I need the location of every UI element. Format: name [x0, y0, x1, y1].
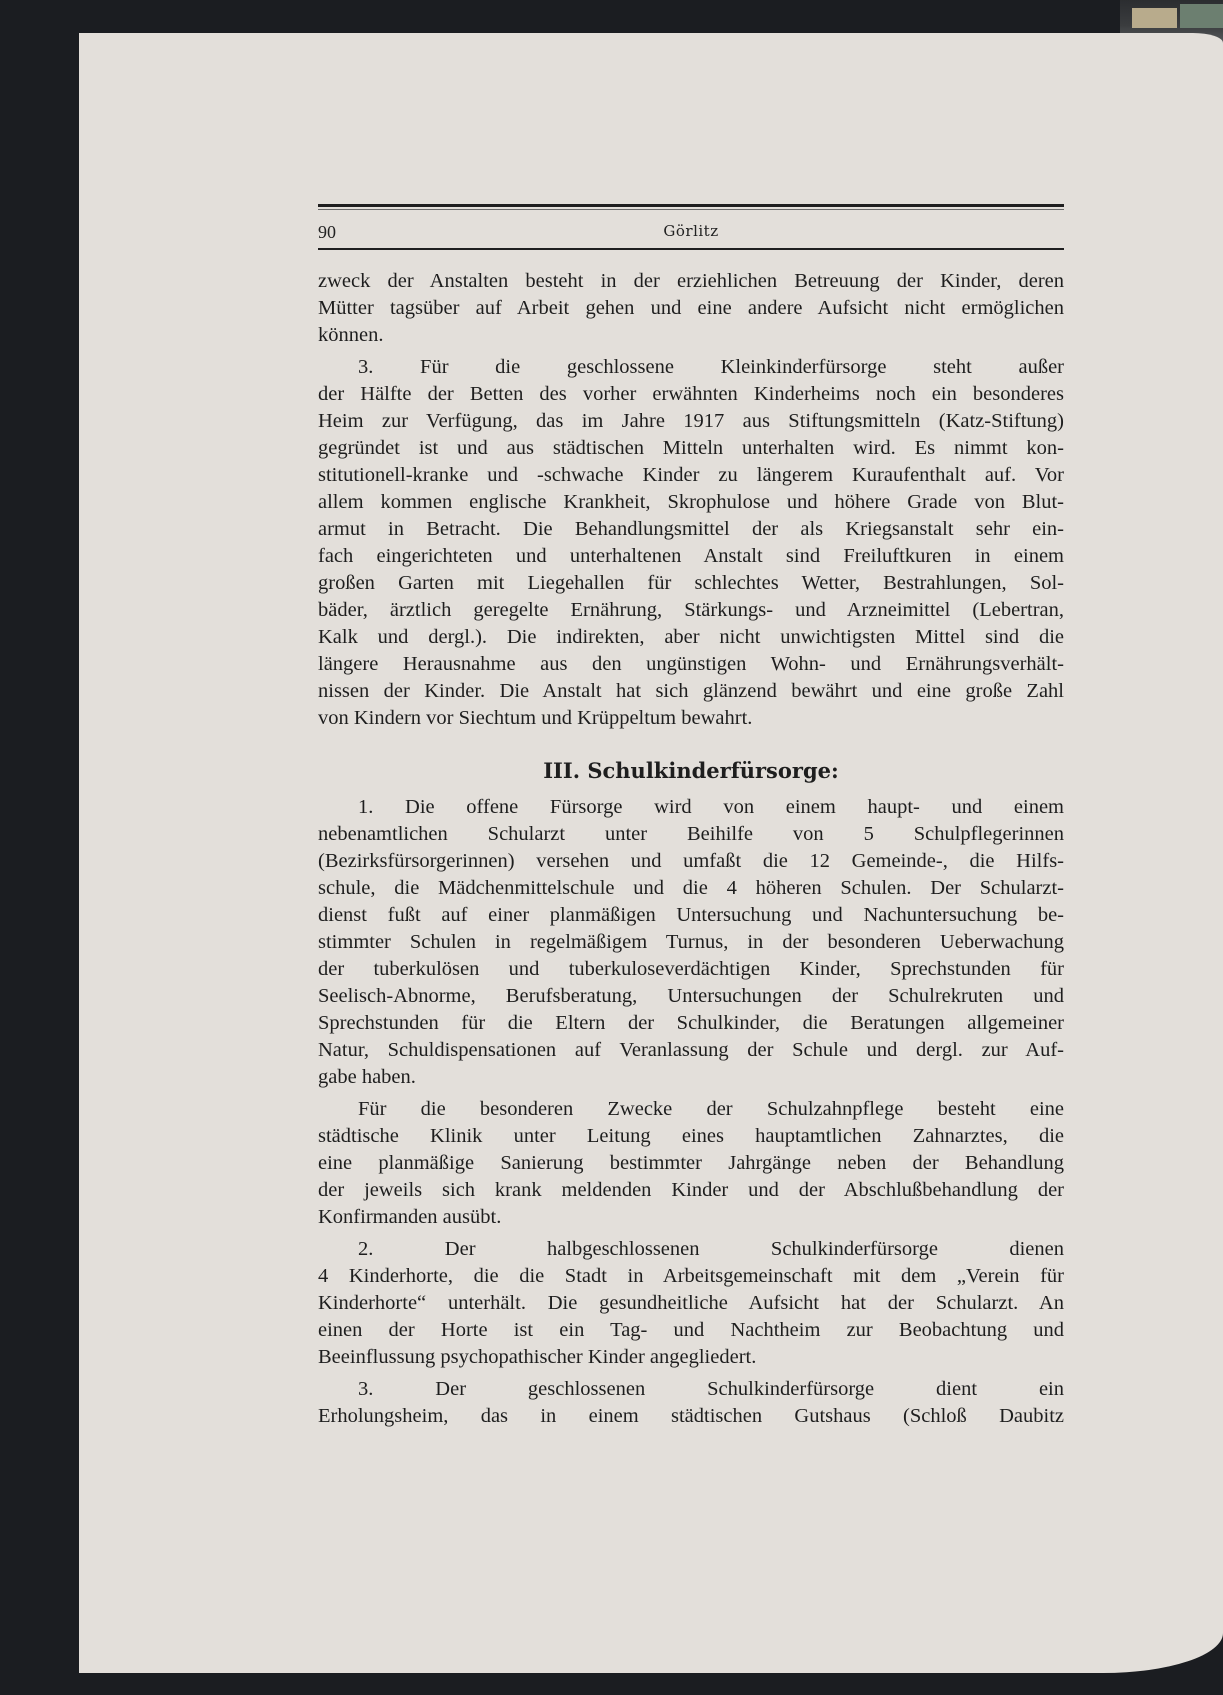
text-line: Beeinflussung psychopathischer Kinder angegliedert. [318, 1346, 757, 1368]
text-line: nebenamtlichen Schularzt unter Beihilfe von 5 Schulpflegerinnen [318, 823, 1064, 845]
text-line: der tuberkulösen und tuberkuloseverdächtigen Kinder, Sprechstunden für [318, 958, 1064, 980]
text-line: bäder, ärztlich geregelte Ernährung, Stärkungs- und Arzneimittel (Lebertran, [318, 599, 1064, 621]
text-line: städtische Klinik unter Leitung eines hauptamtlichen Zahnarztes, die [318, 1125, 1064, 1147]
text-line: stitutionell-kranke und -schwache Kinder zu längerem Kuraufenthalt auf. Vor [318, 464, 1064, 486]
text-line: (Bezirksfürsorgerinnen) versehen und umfaßt die 12 Gemeinde-, die Hilfs- [318, 850, 1064, 872]
text-line: Konfirmanden ausübt. [318, 1206, 502, 1228]
book-cover-strip [1132, 8, 1177, 28]
text-line: allem kommen englische Krankheit, Skrophulose und höhere Grade von Blut- [318, 491, 1064, 513]
text-line: Mütter tagsüber auf Arbeit gehen und eine andere Aufsicht nicht ermöglichen [318, 297, 1064, 319]
paragraph [318, 1376, 1064, 1430]
paragraph [318, 1236, 1064, 1371]
text-line: einen der Horte ist ein Tag- und Nachtheim zur Beobachtung und [318, 1319, 1064, 1341]
text-line: Kalk und dergl.). Die indirekten, aber nicht unwichtigsten Mittel sind die [318, 626, 1064, 648]
text-line: armut in Betracht. Die Behandlungsmittel der als Kriegsanstalt sehr ein- [318, 518, 1064, 540]
page-number: 90 [318, 222, 336, 242]
text-line: Seelisch-Abnorme, Berufsberatung, Untersuchungen der Schulrekruten und [318, 985, 1064, 1007]
text-line: gabe haben. [318, 1066, 416, 1088]
text-line: großen Garten mit Liegehallen für schlechtes Wetter, Bestrahlungen, Sol- [318, 572, 1064, 594]
text-line: Erholungsheim, das in einem städtischen Gutshaus (Schloß Daubitz [318, 1405, 1064, 1427]
text-line: der jeweils sich krank meldenden Kinder und der Abschlußbehandlung der [318, 1179, 1064, 1201]
text-line: Sprechstunden für die Eltern der Schulkinder, die Beratungen allgemeiner [318, 1012, 1064, 1034]
text-line: Natur, Schuldispensationen auf Veranlassung der Schule und dergl. zur Auf- [318, 1039, 1064, 1061]
text-line: Für die besonderen Zwecke der Schulzahnpflege besteht eine [358, 1098, 1064, 1120]
header-rule-thick [318, 204, 1064, 207]
book-cover-strip [1180, 4, 1223, 28]
text-line: stimmter Schulen in regelmäßigem Turnus, in der besonderen Ueberwachung [318, 931, 1064, 953]
text-line: können. [318, 324, 384, 346]
text-line: eine planmäßige Sanierung bestimmter Jahrgänge neben der Behandlung [318, 1152, 1064, 1174]
header-rule-bottom [318, 248, 1064, 250]
text-line: nissen der Kinder. Die Anstalt hat sich glänzend bewährt und eine große Zahl [318, 680, 1064, 702]
text-line: der Hälfte der Betten des vorher erwähnten Kinderheims noch ein besonderes [318, 383, 1064, 405]
text-line: Heim zur Verfügung, das im Jahre 1917 aus Stiftungsmitteln (Katz-Stiftung) [318, 410, 1064, 432]
text-line: schule, die Mädchenmittelschule und die 4 höheren Schulen. Der Schularzt- [318, 877, 1064, 899]
section-heading: III. Schulkinderfürsorge: [543, 758, 839, 783]
paragraph [318, 268, 1064, 349]
text-line: längere Herausnahme aus den ungünstigen Wohn- und Ernährungsverhält- [318, 653, 1064, 675]
text-line: zweck der Anstalten besteht in der erziehlichen Betreuung der Kinder, deren [318, 270, 1064, 292]
header-rule-thin [318, 209, 1064, 210]
running-head [318, 222, 1064, 244]
text-line: gegründet ist und aus städtischen Mitteln unterhalten wird. Es nimmt kon- [318, 437, 1064, 459]
text-line: 3. Der geschlossenen Schulkinderfürsorge dient ein [358, 1378, 1064, 1400]
text-line: 1. Die offene Fürsorge wird von einem haupt- und einem [358, 796, 1064, 818]
text-line: von Kindern vor Siechtum und Krüppeltum bewahrt. [318, 707, 753, 729]
running-title: Görlitz [663, 222, 719, 240]
text-line: 2. Der halbgeschlossenen Schulkinderfürsorge dienen [358, 1238, 1064, 1260]
text-line: fach eingerichteten und unterhaltenen Anstalt sind Freiluftkuren in einem [318, 545, 1064, 567]
text-line: dienst fußt auf einer planmäßigen Untersuchung und Nachuntersuchung be- [318, 904, 1064, 926]
text-line: Kinderhorte“ unterhält. Die gesundheitliche Aufsicht hat der Schularzt. An [318, 1292, 1064, 1314]
paragraph [318, 354, 1064, 732]
paragraph [318, 794, 1064, 1091]
body-text [318, 268, 1064, 1430]
text-line: 3. Für die geschlossene Kleinkinderfürsorge steht außer [358, 356, 1064, 378]
text-line: 4 Kinderhorte, die die Stadt in Arbeitsgemeinschaft mit dem „Verein für [318, 1265, 1064, 1287]
paragraph [318, 1096, 1064, 1231]
